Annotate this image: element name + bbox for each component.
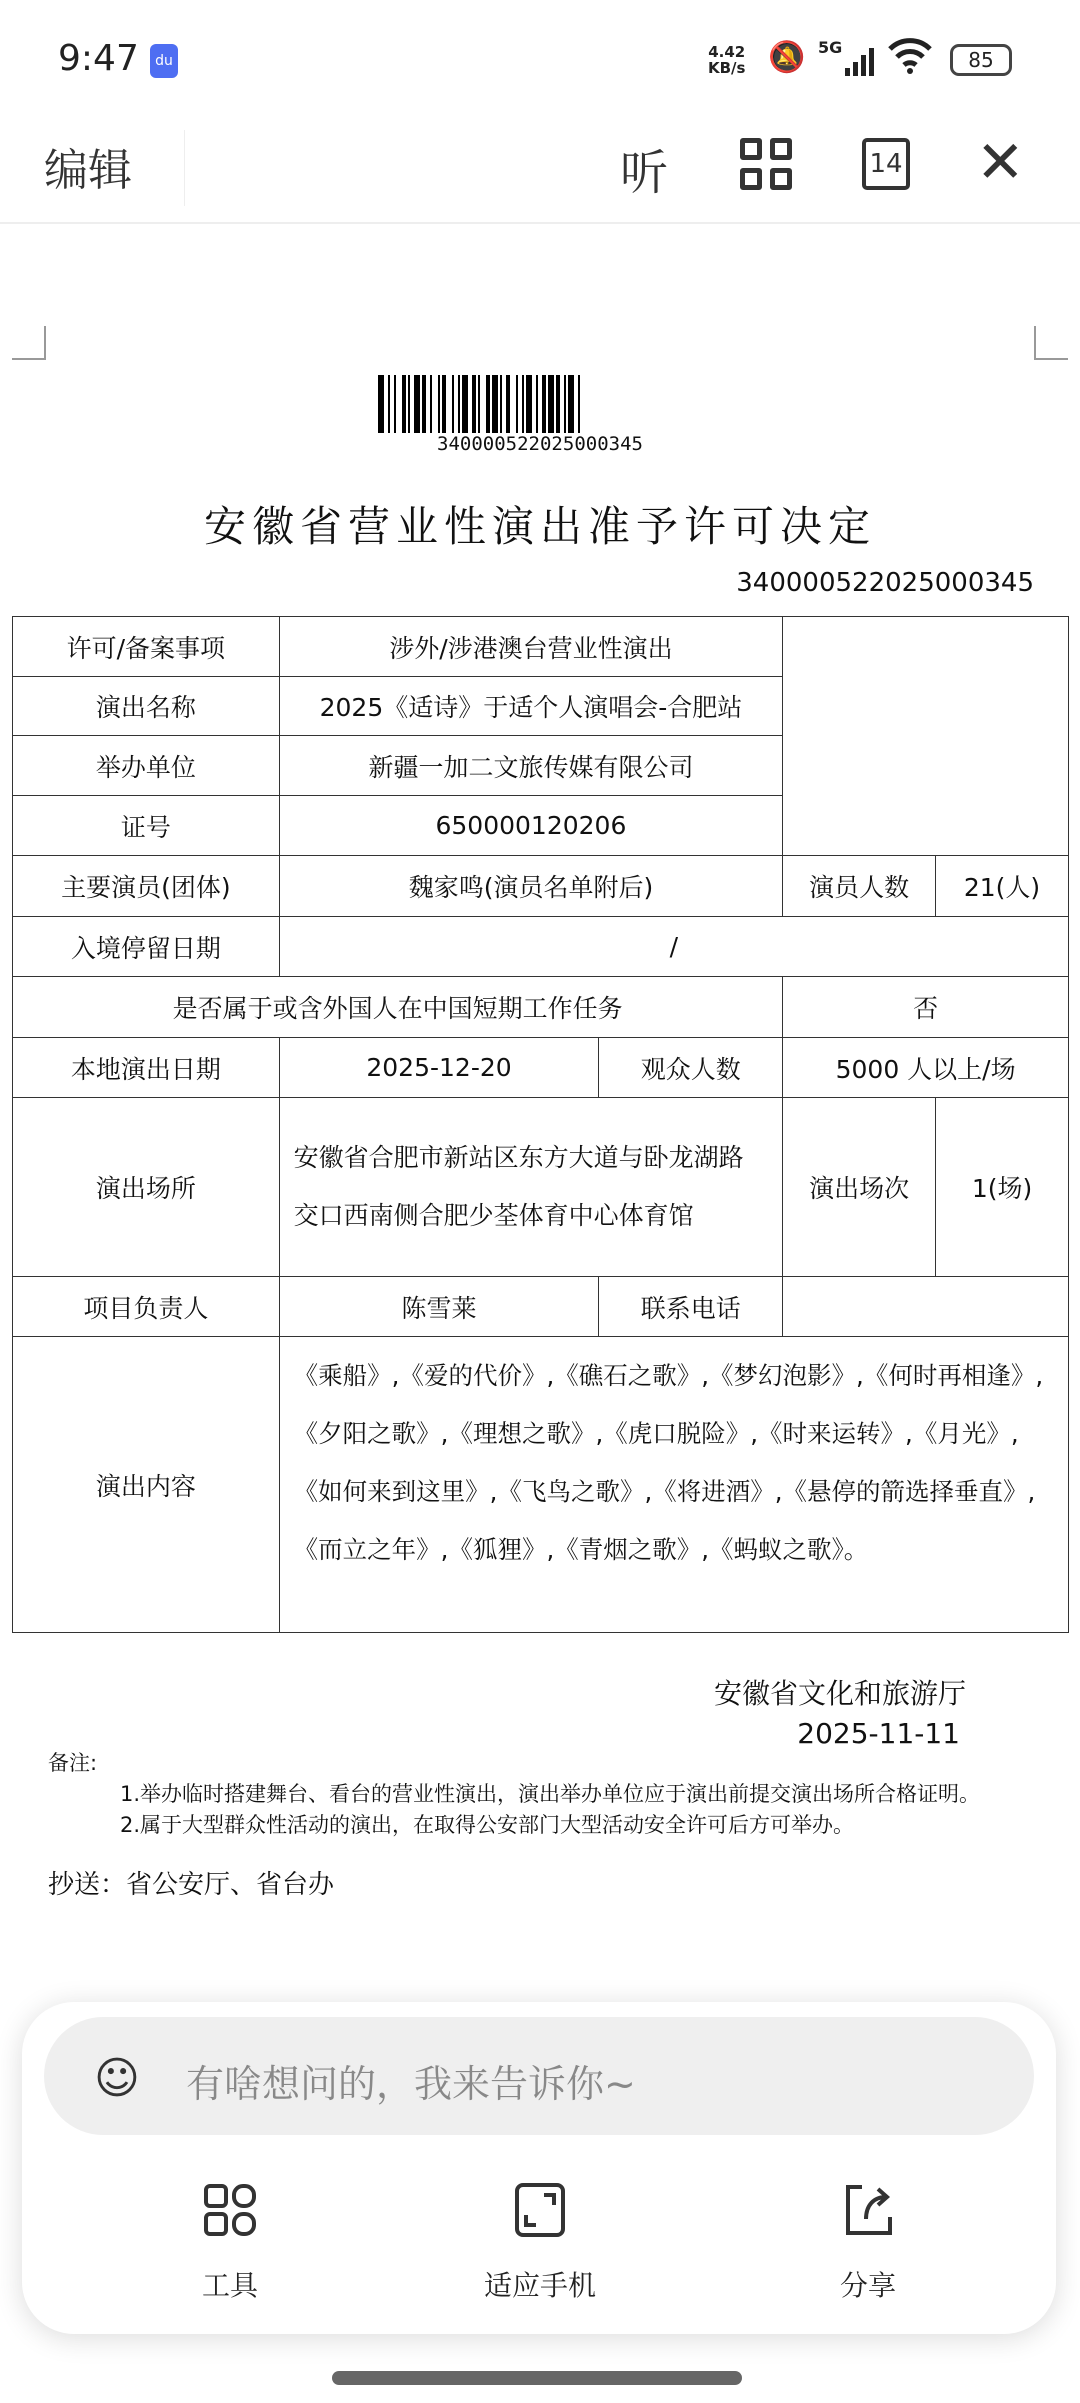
cell-label: 主要演员(团体) — [13, 856, 280, 917]
cell-label: 项目负责人 — [13, 1277, 280, 1337]
tools-icon — [130, 2182, 330, 2238]
fit-phone-button[interactable] — [440, 2182, 640, 2304]
wifi-icon — [888, 36, 932, 83]
page-corner-mark — [1034, 326, 1068, 360]
cell-label: 观众人数 — [599, 1038, 783, 1098]
tools-button[interactable] — [130, 2182, 330, 2304]
speed-value: 4.42 — [708, 43, 746, 61]
fit-phone-label: 适应手机 — [483, 2269, 596, 2302]
cell-value: 5000 人以上/场 — [783, 1038, 1069, 1098]
note-item: 1.举办临时搭建舞台、看台的营业性演出，演出举办单位应于演出前提交演出场所合格证明。 — [120, 1782, 981, 1806]
issue-date: 2025-11-11 — [797, 1717, 960, 1750]
cell-label: 联系电话 — [599, 1277, 783, 1337]
baidu-app-icon: du — [150, 44, 178, 78]
mute-bell-icon: 🔕 — [768, 40, 806, 75]
permit-table — [12, 616, 1069, 1633]
cell-label: 演出场所 — [13, 1098, 280, 1277]
signal-icon — [845, 46, 874, 76]
document-title: 安徽省营业性演出准予许可决定 — [203, 502, 876, 551]
barcode — [378, 375, 702, 433]
cell-label: 证号 — [13, 796, 280, 856]
issuer-block — [714, 1674, 966, 1754]
cell-empty — [783, 617, 1069, 856]
home-indicator[interactable] — [332, 2371, 742, 2385]
barcode-bar — [580, 375, 584, 433]
cell-value: 2025-12-20 — [279, 1038, 599, 1098]
toolbar-divider — [184, 130, 185, 206]
cell-label: 演员人数 — [783, 856, 936, 917]
cell-value: 涉外/涉港澳台营业性演出 — [279, 617, 783, 677]
cell-value: 魏家鸣(演员名单附后) — [279, 856, 783, 917]
bottom-panel — [22, 2002, 1056, 2334]
network-type: 5G — [818, 38, 843, 57]
cell-label: 许可/备案事项 — [13, 617, 280, 677]
cell-label: 举办单位 — [13, 736, 280, 796]
assistant-placeholder: 有啥想问的，我来告诉你~ — [186, 2062, 636, 2106]
document-number: 340000522025000345 — [736, 568, 1034, 598]
listen-button[interactable]: 听 — [620, 145, 669, 201]
cell-value: 650000120206 — [279, 796, 783, 856]
network-speed — [708, 44, 745, 76]
note-item: 2.属于大型群众性活动的演出，在取得公安部门大型活动安全许可后方可举办。 — [120, 1813, 855, 1837]
cell-label: 演出内容 — [13, 1337, 280, 1633]
status-bar — [0, 0, 1080, 120]
cell-value: 21(人) — [936, 856, 1069, 917]
page-count-button[interactable]: 14 — [862, 138, 910, 190]
cell-label: 本地演出日期 — [13, 1038, 280, 1098]
share-label: 分享 — [839, 2269, 896, 2302]
cell-value: 2025《适诗》于适个人演唱会-合肥站 — [279, 677, 783, 736]
cc-line: 抄送：省公安厅、省台办 — [48, 1870, 335, 1900]
cell-label: 是否属于或含外国人在中国短期工作任务 — [13, 977, 783, 1038]
cell-value: 陈雪莱 — [279, 1277, 599, 1337]
cell-value: 否 — [783, 977, 1069, 1038]
cell-empty — [783, 1277, 1069, 1337]
page-corner-mark — [12, 326, 46, 360]
toolbar — [0, 120, 1080, 224]
issuer: 安徽省文化和旅游厅 — [713, 1677, 966, 1710]
close-icon[interactable]: ✕ — [976, 128, 1025, 196]
cell-label: 演出名称 — [13, 677, 280, 736]
notes-label: 备注: — [48, 1751, 98, 1775]
cell-value: 1(场) — [936, 1098, 1069, 1277]
cell-label: 入境停留日期 — [13, 917, 280, 977]
barcode-number: 340000522025000345 — [437, 433, 643, 455]
cell-value: 新疆一加二文旅传媒有限公司 — [279, 736, 783, 796]
tools-label: 工具 — [201, 2269, 258, 2302]
notes — [48, 1748, 980, 1841]
cell-value: 安徽省合肥市新站区东方大道与卧龙湖路交口西南侧合肥少荃体育中心体育馆 — [279, 1098, 783, 1277]
clock: 9:47 — [58, 38, 139, 79]
grid-view-icon[interactable] — [740, 138, 792, 190]
cell-value: / — [279, 917, 1068, 977]
speed-unit: KB/s — [708, 59, 746, 77]
assistant-input[interactable] — [44, 2017, 1034, 2135]
battery-indicator: 85 — [950, 44, 1012, 76]
cell-label: 演出场次 — [783, 1098, 936, 1277]
assistant-bot-icon: ☺ — [94, 2053, 140, 2104]
share-icon — [768, 2182, 968, 2238]
edit-button[interactable]: 编辑 — [44, 145, 132, 196]
cell-value: 《乘船》,《爱的代价》,《礁石之歌》,《梦幻泡影》,《何时再相逢》,《夕阳之歌》,《理想之歌》,《虎口脱险》,《时来运转》,《月光》,《如何来到这里》,《飞鸟之歌》,《将进酒》,《悬停的箭选择垂直》,《而立之年》,《狐狸》,《青烟之歌》,《蚂蚁之歌》。 — [279, 1337, 1068, 1633]
fit-screen-icon — [440, 2182, 640, 2238]
share-button[interactable] — [768, 2182, 968, 2304]
